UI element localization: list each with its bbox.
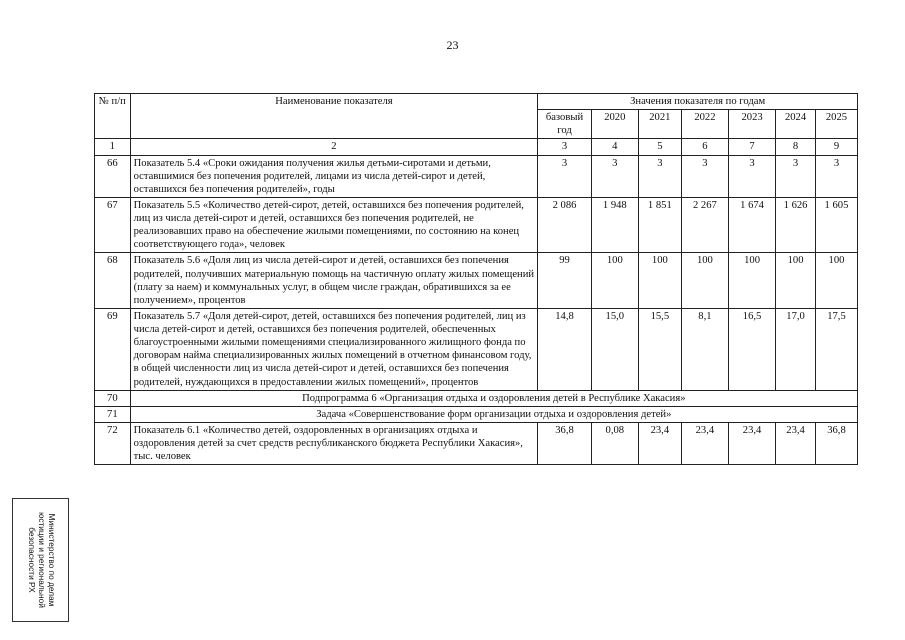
- value-cell: 2 086: [538, 197, 591, 253]
- row-number: 68: [95, 253, 131, 309]
- table-row: [95, 197, 858, 253]
- column-number: 3: [538, 139, 591, 155]
- table-row: [95, 422, 858, 464]
- value-cell: 23,4: [638, 422, 681, 464]
- value-cell: 36,8: [815, 422, 857, 464]
- column-number: 1: [95, 139, 131, 155]
- header-row-1: [95, 94, 858, 110]
- header-year: 2020: [591, 110, 638, 139]
- value-cell: 3: [728, 155, 775, 197]
- table-row: [95, 308, 858, 390]
- value-cell: 1 851: [638, 197, 681, 253]
- header-num: № п/п: [95, 94, 131, 139]
- value-cell: 3: [591, 155, 638, 197]
- section-row: [95, 406, 858, 422]
- row-number: 71: [95, 406, 131, 422]
- value-cell: 100: [776, 253, 816, 309]
- column-number: 6: [681, 139, 728, 155]
- value-cell: 23,4: [728, 422, 775, 464]
- value-cell: 100: [815, 253, 857, 309]
- row-number: 67: [95, 197, 131, 253]
- indicator-name: Показатель 5.4 «Сроки ожидания получения жилья детьми-сиротами и детьми, оставшимися без попечения родителей, лицами из числа детей-сирот и детей, оставшихся без попечения родителей», годы: [130, 155, 538, 197]
- value-cell: 100: [638, 253, 681, 309]
- value-cell: 17,5: [815, 308, 857, 390]
- value-cell: 3: [681, 155, 728, 197]
- indicators-table: [94, 93, 858, 465]
- value-cell: 23,4: [776, 422, 816, 464]
- stamp-text: [26, 501, 56, 619]
- header-year: 2022: [681, 110, 728, 139]
- column-number: 4: [591, 139, 638, 155]
- header-year: 2024: [776, 110, 816, 139]
- header-base-year: базовый год: [538, 110, 591, 139]
- value-cell: 23,4: [681, 422, 728, 464]
- column-number: 9: [815, 139, 857, 155]
- stamp-line: Министерство по делам: [46, 513, 57, 607]
- header-name: Наименование показателя: [130, 94, 538, 139]
- column-number: 7: [728, 139, 775, 155]
- section-row: [95, 390, 858, 406]
- header-values-group: Значения показателя по годам: [538, 94, 858, 110]
- value-cell: 14,8: [538, 308, 591, 390]
- indicator-name: Показатель 5.5 «Количество детей-сирот, детей, оставшихся без попечения родителей, лиц из числа детей-сирот и детей, оставшихся без попечения родителей, не реализовавших право на обеспечение жилыми помещениями, по состоянию на конец соответствующего года», человек: [130, 197, 538, 253]
- indicator-name: Показатель 5.6 «Доля лиц из числа детей-сирот и детей, оставшихся без попечения родителей, получивших материальную помощь на частичную оплату жилых помещений (плату за наем) и коммунальных услуг, в общем числе граждан, обратившихся за ее получением», процентов: [130, 253, 538, 309]
- row-number: 69: [95, 308, 131, 390]
- stamp-line: безопасности РХ: [26, 527, 37, 593]
- table-row: [95, 155, 858, 197]
- value-cell: 17,0: [776, 308, 816, 390]
- value-cell: 100: [681, 253, 728, 309]
- value-cell: 2 267: [681, 197, 728, 253]
- header-year: 2023: [728, 110, 775, 139]
- value-cell: 1 626: [776, 197, 816, 253]
- value-cell: 1 605: [815, 197, 857, 253]
- value-cell: 16,5: [728, 308, 775, 390]
- column-numbers-row: [95, 139, 858, 155]
- indicator-name: Показатель 5.7 «Доля детей-сирот, детей, оставшихся без попечения родителей, лиц из числа детей-сирот и детей, оставшихся без попечения родителей, обеспеченных благоустроенными жилыми помещениями специализированного жилищного фонда по договорам найма специализированных жилых помещений в отчетном финансовом году, в общей численности лиц из числа детей-сирот и детей, оставшихся без попечения родителей, нуждающихся в предоставлении жилых помещений», процентов: [130, 308, 538, 390]
- value-cell: 100: [728, 253, 775, 309]
- table-row: [95, 253, 858, 309]
- value-cell: 1 674: [728, 197, 775, 253]
- registration-stamp: [12, 498, 69, 622]
- value-cell: 8,1: [681, 308, 728, 390]
- page-number: 23: [446, 38, 459, 52]
- header-year: 2021: [638, 110, 681, 139]
- value-cell: 3: [776, 155, 816, 197]
- subprogram-title: Подпрограмма 6 «Организация отдыха и оздоровления детей в Республике Хакасия»: [130, 390, 857, 406]
- value-cell: 15,0: [591, 308, 638, 390]
- row-number: 70: [95, 390, 131, 406]
- value-cell: 3: [638, 155, 681, 197]
- stamp-line: юстиции и региональной: [36, 512, 47, 608]
- task-title: Задача «Совершенствование форм организации отдыха и оздоровления детей»: [130, 406, 857, 422]
- value-cell: 3: [538, 155, 591, 197]
- indicator-name: Показатель 6.1 «Количество детей, оздоровленных в организациях отдыха и оздоровления детей за счет средств республиканского бюджета Республики Хакасия», тыс. человек: [130, 422, 538, 464]
- value-cell: 99: [538, 253, 591, 309]
- value-cell: 36,8: [538, 422, 591, 464]
- row-number: 72: [95, 422, 131, 464]
- value-cell: 15,5: [638, 308, 681, 390]
- value-cell: 3: [815, 155, 857, 197]
- column-number: 2: [130, 139, 538, 155]
- value-cell: 0,08: [591, 422, 638, 464]
- column-number: 8: [776, 139, 816, 155]
- row-number: 66: [95, 155, 131, 197]
- value-cell: 1 948: [591, 197, 638, 253]
- value-cell: 100: [591, 253, 638, 309]
- column-number: 5: [638, 139, 681, 155]
- header-year: 2025: [815, 110, 857, 139]
